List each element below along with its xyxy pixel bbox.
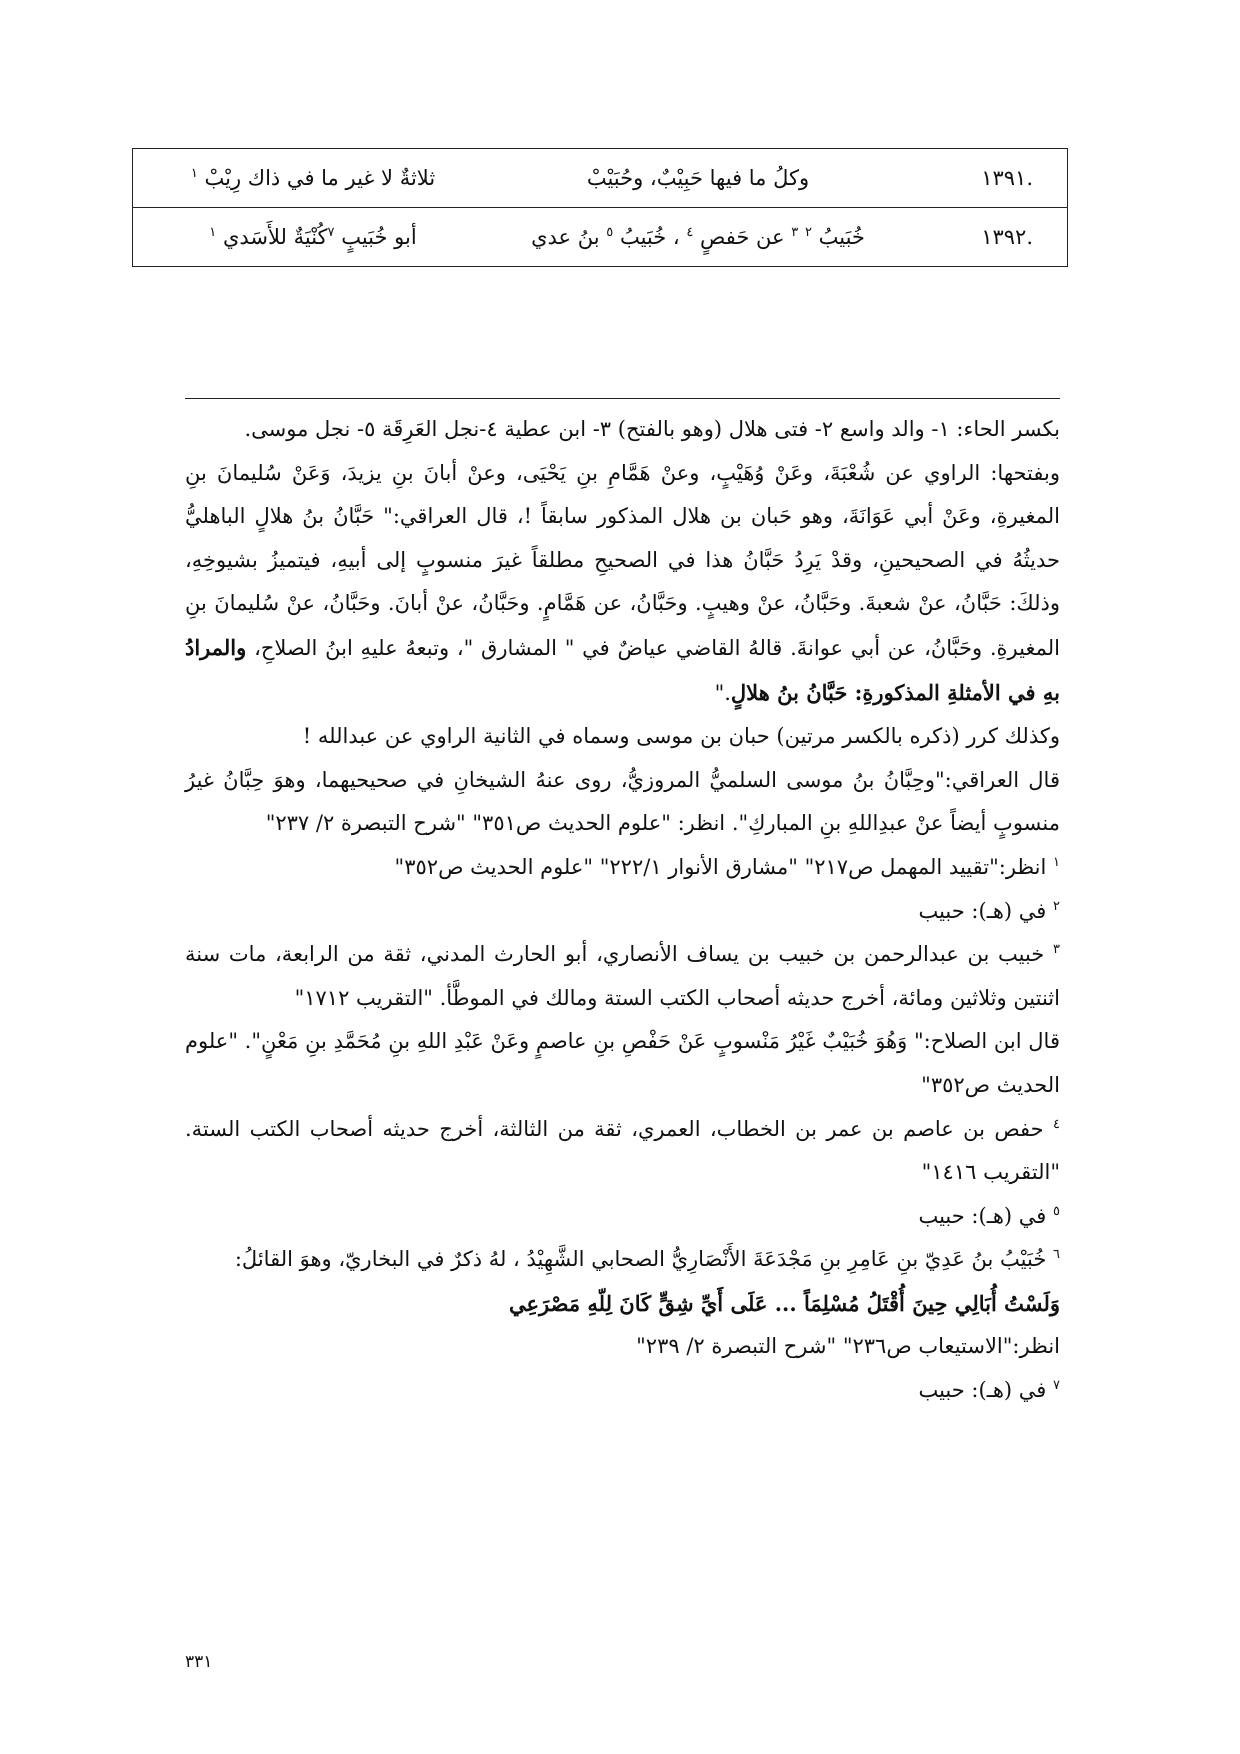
footnote-text: انظر:"تقييد المهمل ص٢١٧" "مشارق الأنوار ٢٢٢/١" "علوم الحديث ص٣٥٢" bbox=[394, 854, 1047, 879]
note-text: وبفتحها: الراوي عن شُعْبَةَ، وعَنْ وُهَيْبٍ، وعنْ هَمَّامِ بنِ يَحْيَى، وعنْ أبانَ بنِ يزيدَ، وَعَنْ سُليمانَ بنِ المغيرةِ، وعَنْ أبي عَوَانَةَ، وهو حَبان بن هلال المذكور سابقاً !، قال العراقي:" حَبَّانُ بنُ هلالٍ الباهليُّ حديثُهُ في الصحيحينِ، وقدْ يَرِدُ حَبَّانُ هذا في الصحيحِ مطلقاً غيرَ منسوبٍ إلى أبيهِ، فيتميزُ بشيوخِهِ، وذلكَ: حَبَّانُ، عنْ شعبةَ. وحَبَّانُ، عنْ وهيبٍ. وحَبَّانُ، عن هَمَّامٍ. وحَبَّانُ، عنْ أبانَ. وحَبَّانُ، عنْ سُليمانَ بنِ المغيرةِ. وحَبَّانُ، عن أبي عوانةَ. قالهُ القاضي عياضٌ في " المشارق "، وتبعهُ عليهِ ابنُ الصلاحِ، bbox=[185, 460, 1060, 660]
footnote-ref: ٧ bbox=[327, 225, 335, 240]
footnote-ref: ٥ bbox=[606, 225, 614, 240]
note-paragraph: وكذلك كرر (ذكره بالكسر مرتين) حبان بن موسى وسماه في الثانية الراوي عن عبدالله ! bbox=[302, 724, 1060, 749]
footnote-ref: ٤ bbox=[686, 225, 694, 240]
note-paragraph: قال ابن الصلاح:" وَهُوَ خُبَيْبٌ غَيْرُ مَنْسوبٍ عَنْ حَفْصِ بنِ عاصمٍ وعَنْ عَبْدِ اللهِ بنِ مُحَمَّدِ بنِ مَعْنٍ". "علوم الحديث ص٣٥٢" bbox=[185, 1029, 1060, 1097]
page-number: ٣٣١ bbox=[185, 1652, 213, 1672]
verse-row bbox=[133, 208, 1068, 267]
verse-number: .١٣٩١ bbox=[903, 149, 1068, 208]
hemistich-text: أبو خُبَيبٍ bbox=[341, 225, 417, 249]
hemistich-text: ثلاثةٌ لا غير ما في ذاك رِيْبْ bbox=[204, 166, 436, 190]
footnote-4 bbox=[185, 1108, 1060, 1195]
hemistich-text: ، خُبَيبُ bbox=[619, 225, 680, 249]
verse-row bbox=[133, 149, 1068, 208]
hemistich-text: وكلُ ما فيها حَبِيْبٌ، وحُبَيْبْ bbox=[586, 166, 810, 190]
note-paragraph: انظر:"الاستيعاب ص٢٣٦" "شرح التبصرة ٢/ ٢٣٩" bbox=[636, 1334, 1060, 1359]
verse-number: .١٣٩٢ bbox=[903, 208, 1068, 267]
footnote-text: خُبَيْبُ بنُ عَدِيّ بنِ عَامِرِ بنِ مَجْدَعَةَ الأَنْصَارِيُّ الصحابي الشَّهِيْدُ ، لهُ ذكرٌ في البخاريّ، وهوَ القائلُ: bbox=[234, 1247, 1047, 1272]
footnotes-section bbox=[185, 408, 1060, 1413]
footnote-text: في (هـ): حبيب bbox=[918, 1378, 1047, 1403]
footnote-number: ٤ bbox=[1053, 1116, 1060, 1132]
footnote-number: ٧ bbox=[1053, 1378, 1060, 1394]
footnote-number: ٣ bbox=[1053, 942, 1060, 958]
note-text: ." bbox=[714, 680, 731, 705]
footnote-ref: ١ bbox=[190, 166, 198, 181]
verse-hemistich-first bbox=[493, 149, 903, 208]
hemistich-text: عن حَفصٍ bbox=[700, 225, 785, 249]
footnote-number: ٦ bbox=[1053, 1247, 1060, 1263]
footnote-number: ٥ bbox=[1053, 1203, 1060, 1219]
footnote-3 bbox=[185, 933, 1060, 1020]
footnote-2 bbox=[185, 890, 1060, 934]
note-paragraph: بكسر الحاء: ١- والد واسع ٢- فتى هلال (وهو بالفتح) ٣- ابن عطية ٤-نجل العَرِقَة ٥- نجل موسى. bbox=[244, 417, 1060, 441]
note-bold-text: والمرادُ بهِ في الأمثلةِ المذكورةِ: حَبَّانُ بنُ هلالٍ bbox=[185, 634, 1060, 705]
footnote-ref: ٢ bbox=[804, 225, 812, 240]
footnote-5 bbox=[185, 1195, 1060, 1239]
verse-hemistich-first bbox=[493, 208, 903, 267]
footnote-number: ٢ bbox=[1053, 898, 1060, 914]
footnote-7 bbox=[185, 1369, 1060, 1413]
footnote-6 bbox=[185, 1238, 1060, 1282]
poem-verse: وَلَسْتُ أُبَالِي حِينَ أُقْتَلُ مُسْلِمَاً ... عَلَى أَيِّ شِقٍّ كَانَ لِلّهِ مَصْرَعِي bbox=[509, 1290, 1060, 1316]
footnote-text: في (هـ): حبيب bbox=[918, 898, 1047, 923]
verse-hemistich-second bbox=[133, 208, 494, 267]
verse-table bbox=[132, 148, 1068, 267]
footnote-text: خبيب بن عبدالرحمن بن خبيب بن يساف الأنصاري، أبو الحارث المدني، ثقة من الرابعة، مات سنة اثنتين وثلاثين ومائة، أخرج حديثه أصحاب الكتب الستة ومالك في الموطَّأ. "التقريب ١٧١٢" bbox=[185, 942, 1060, 1010]
footnote-separator bbox=[185, 398, 1060, 399]
hemistich-text: خُبَيبُ bbox=[818, 225, 865, 249]
footnote-ref: ٣ bbox=[791, 225, 799, 240]
footnote-1 bbox=[185, 846, 1060, 890]
note-paragraph bbox=[185, 452, 1060, 716]
note-paragraph: قال العراقي:"وحِبَّانُ بنُ موسى السلميُّ المروزيُّ، روى عنهُ الشيخانِ في صحيحيهما، وهوَ حِبَّانُ غيرُ منسوبٍ أيضاً عنْ عبدِاللهِ بنِ المباركِ". انظر: "علوم الحديث ص٣٥١" "شرح التبصرة ٢/ ٢٣٧" bbox=[185, 767, 1060, 836]
footnote-text: حفص بن عاصم بن عمر بن الخطاب، العمري، ثقة من الثالثة، أخرج حديثه أصحاب الكتب الستة. "التقريب ١٤١٦" bbox=[185, 1116, 1060, 1185]
hemistich-text: بنُ عدي bbox=[531, 225, 600, 249]
footnote-number: ١ bbox=[1053, 854, 1060, 870]
verse-hemistich-second bbox=[133, 149, 494, 208]
footnote-ref: ١ bbox=[209, 225, 217, 240]
hemistich-text: كُنْيَةٌ للأَسَدي bbox=[222, 225, 328, 249]
footnote-text: في (هـ): حبيب bbox=[918, 1203, 1047, 1228]
